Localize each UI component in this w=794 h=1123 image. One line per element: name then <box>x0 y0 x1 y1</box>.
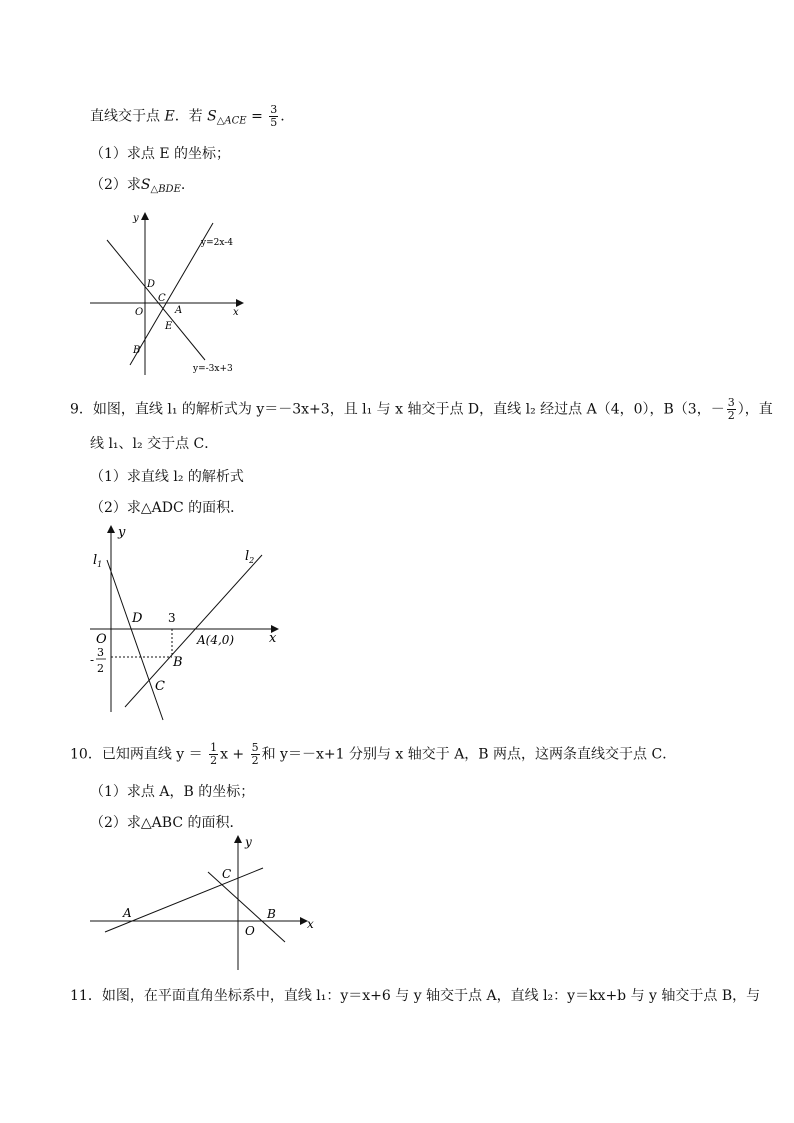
figure-q10 <box>85 832 325 972</box>
label-frac-num: 3 <box>97 646 104 659</box>
label-frac-den: 2 <box>97 662 104 675</box>
q8-equals: = <box>251 108 263 125</box>
q8-line1 <box>90 104 285 132</box>
label-a: A <box>175 305 183 316</box>
q10-line1: 10．已知两直线 y ＝ $\frac{1}{2}$ x + $\frac{5}{2}$ 和 y＝－x+1 分别与 x 轴交于 A，B 两点，这两条直线交于点 C． <box>70 741 677 767</box>
label-d: D <box>147 279 156 290</box>
q8-text: 直线交于点 <box>90 108 160 125</box>
label-y: y <box>133 213 139 224</box>
label-3: 3 <box>168 611 176 625</box>
label-line1: y=2x-4 <box>201 238 234 248</box>
label-y: y <box>245 835 252 849</box>
label-line2: y=-3x+3 <box>193 364 233 374</box>
q9-line2: 线 l₁、l₂ 交于点 C． <box>90 436 219 452</box>
label-o: O <box>96 632 107 647</box>
label-o: O <box>245 924 255 938</box>
label-e: E <box>165 321 173 332</box>
label-l2: $l_2$ <box>245 549 255 565</box>
line-y-neg3x-3 <box>107 240 205 360</box>
label-b: B <box>133 345 141 356</box>
q8-point: E <box>164 108 175 125</box>
q9-fraction: $\frac{3}{2}$ <box>727 396 735 422</box>
q8-part1: （1）求点 E 的坐标； <box>90 146 231 162</box>
label-c: C <box>158 293 166 304</box>
label-b: B <box>267 907 276 921</box>
label-a: A <box>123 906 132 920</box>
label-o: O <box>135 307 144 318</box>
q10-fraction1: $\frac{1}{2}$ <box>210 741 218 767</box>
q10-part2: （2）求△ABC 的面积． <box>90 815 244 831</box>
label-y: y <box>118 525 126 540</box>
figure-q9 <box>85 522 285 722</box>
q8-part2: （2）求$S_{\triangle BDE}$. <box>90 177 186 195</box>
q9-line1: 9．如图，直线 l₁ 的解析式为 y＝－3x+3，且 l₁ 与 x 轴交于点 D，直线 l₂ 经过点 A（4，0），B（3，－ $\frac{3}{2}$ ），直 <box>70 396 773 422</box>
q9-part1: （1）求直线 l₂ 的解析式 <box>90 469 244 485</box>
label-c: C <box>222 867 232 881</box>
q8-text-mid: ．若 <box>174 108 203 125</box>
label-x: x <box>269 631 277 646</box>
figure-q8 <box>85 205 255 380</box>
q9-part2: （2）求△ADC 的面积． <box>90 500 245 516</box>
label-neg: - <box>90 653 95 667</box>
q10-part1: （1）求点 A，B 的坐标； <box>90 784 255 800</box>
line-l2 <box>125 555 262 707</box>
label-x: x <box>307 917 314 931</box>
q8-end: . <box>280 108 285 125</box>
q8-fraction: $\frac{3}{5}$ <box>270 103 278 129</box>
q10-fraction2: $\frac{5}{2}$ <box>251 741 259 767</box>
label-x: x <box>233 307 239 318</box>
q11-line1: 11．如图，在平面直角坐标系中，直线 l₁：y＝x+6 与 y 轴交于点 A，直线 l₂：y＝kx+b 与 y 轴交于点 B，与 <box>70 988 761 1004</box>
label-c: C <box>155 679 165 694</box>
label-b: B <box>173 655 183 670</box>
label-d: D <box>132 611 143 626</box>
q8-area-sub: △ACE <box>216 115 247 127</box>
label-l1: $l_1$ <box>93 553 103 569</box>
label-a: A(4,0) <box>197 633 235 647</box>
q8-area-symbol: S <box>207 108 217 125</box>
